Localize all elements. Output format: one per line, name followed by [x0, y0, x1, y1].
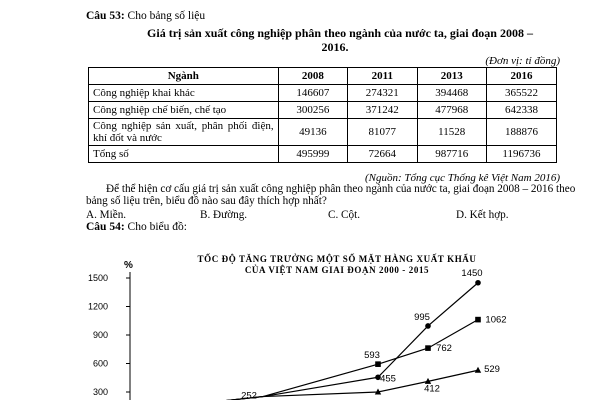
- cell-value: 371242: [348, 102, 417, 119]
- question-53-label: Câu 53:: [86, 10, 125, 22]
- table-title-line2: 2016.: [321, 40, 349, 54]
- cell-value: 365522: [486, 85, 556, 102]
- cell-value: 81077: [348, 119, 417, 146]
- chart-title-line2: CỦA VIỆT NAM GIAI ĐOẠN 2000 - 2015: [244, 265, 430, 275]
- data-label: 252: [241, 390, 257, 400]
- data-label: 593: [364, 350, 380, 362]
- data-point-square: [375, 361, 381, 367]
- question-53-text: Để thể hiện cơ cấu giá trị sản xuất công nghiệp phân theo ngành của nước ta, giai đoạn 2008 – 2016 theo bảng số liệu trên, biểu đồ nào sau đây thích hợp nhất?: [86, 183, 576, 207]
- header-cell: Ngành: [89, 68, 279, 85]
- chart-ylabel: %: [124, 260, 133, 271]
- cell-value: 300256: [278, 102, 347, 119]
- data-point-square: [425, 345, 431, 351]
- header-cell: 2013: [417, 68, 486, 85]
- y-ticks: [88, 273, 130, 397]
- data-table: [88, 67, 557, 163]
- data-point-circle: [425, 323, 431, 329]
- chart-title-line1: TỐC ĐỘ TĂNG TRƯỞNG MỘT SỐ MẶT HÀNG XUẤT KHẨU: [197, 254, 477, 264]
- row-name: Tổng số: [89, 146, 279, 163]
- y-tick-label: 1200: [87, 301, 108, 312]
- data-label: 412: [424, 383, 440, 395]
- table-source: (Nguồn: Tổng cục Thống kê Việt Nam 2016): [364, 172, 560, 184]
- question-54-intro: Cho biểu đồ:: [127, 221, 187, 233]
- data-point-circle: [475, 280, 481, 286]
- cell-value: 49136: [278, 119, 347, 146]
- data-label: 455: [380, 373, 396, 385]
- y-tick-label: 300: [92, 387, 108, 397]
- cell-value: 642338: [486, 102, 556, 119]
- data-point-square: [475, 317, 481, 323]
- cell-value: 11528: [417, 119, 486, 146]
- data-point-triangle: [475, 367, 481, 373]
- cell-value: 987716: [417, 146, 486, 163]
- header-cell: 2011: [348, 68, 417, 85]
- question-53-intro: Cho bảng số liệu: [127, 10, 206, 22]
- data-label: 1450: [461, 267, 483, 279]
- table-row: [89, 146, 557, 163]
- cell-value: 477968: [417, 102, 486, 119]
- cell-value: 188876: [486, 119, 556, 146]
- header-cell: 2008: [278, 68, 347, 85]
- growth-line-chart: [0, 232, 600, 400]
- y-tick-label: 1500: [87, 273, 108, 283]
- cell-value: 146607: [278, 85, 347, 102]
- table-header-row: [89, 68, 557, 85]
- option-b[interactable]: B. Đường.: [200, 209, 248, 221]
- y-tick-label: 900: [92, 330, 108, 340]
- data-label: 1062: [485, 314, 507, 326]
- cell-value: 72664: [348, 146, 417, 163]
- table-title-line1: Giá trị sản xuất công nghiệp phân theo ngành của nước ta, giai đoạn 2008 –: [147, 26, 533, 40]
- option-c[interactable]: C. Cột.: [328, 209, 361, 221]
- plot-area: [130, 268, 507, 400]
- data-label: 762: [436, 343, 452, 355]
- question-53-header: [86, 10, 205, 22]
- table-row: [89, 102, 557, 119]
- cell-value: 1196736: [486, 146, 556, 163]
- row-name: Công nghiệp sản xuất, phân phối điện, khí đốt và nước: [89, 119, 279, 146]
- question-54-label: Câu 54:: [86, 221, 125, 233]
- option-d[interactable]: D. Kết hợp.: [456, 209, 509, 221]
- header-cell: 2016: [486, 68, 556, 85]
- cell-value: 495999: [278, 146, 347, 163]
- table-row: [89, 85, 557, 102]
- row-name: Công nghiệp khai khác: [89, 85, 279, 102]
- cell-value: 394468: [417, 85, 486, 102]
- cell-value: 274321: [348, 85, 417, 102]
- data-label: 529: [484, 364, 500, 376]
- table-row: [89, 119, 557, 146]
- row-name: Công nghiệp chế biến, chế tạo: [89, 102, 279, 119]
- y-tick-label: 600: [92, 358, 108, 369]
- table-unit: (Đơn vị: tỉ đồng): [485, 55, 560, 67]
- option-a[interactable]: A. Miền.: [86, 209, 127, 221]
- data-label: 995: [414, 311, 430, 323]
